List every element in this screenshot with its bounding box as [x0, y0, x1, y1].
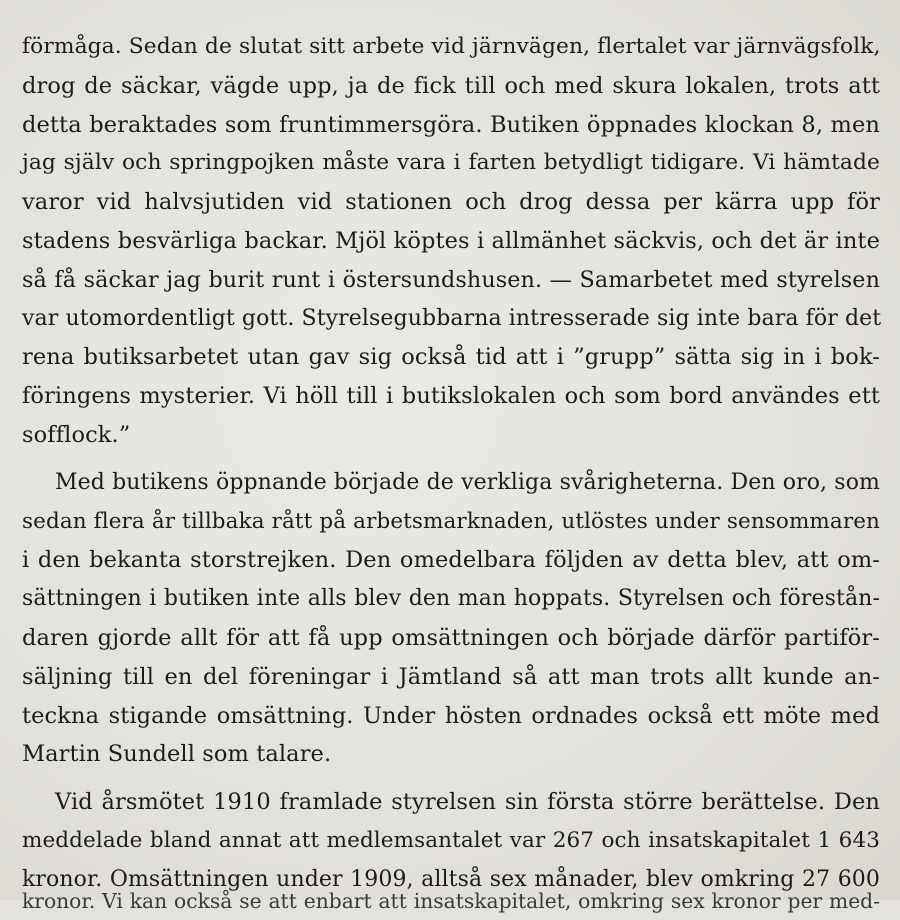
text-line: rena butiksarbetet utan gav sig också tid att i ”grupp” sätta sig in i bok-: [22, 344, 880, 371]
text-line: detta beraktades som fruntimmersgöra. Butiken öppnades klockan 8, men: [22, 111, 880, 138]
text-line: teckna stigande omsättning. Under hösten ordnades också ett möte med: [22, 702, 880, 729]
text-line: daren gjorde allt för att få upp omsättningen och började därför partiför-: [22, 624, 880, 651]
text-line: så få säckar jag burit runt i östersundshusen. — Samarbetet med styrelsen: [22, 266, 880, 293]
text-line: varor vid halvsjutiden vid stationen och drog dessa per kärra upp för: [22, 189, 880, 216]
text-line: jag själv och springpojken måste vara i farten betydligt tidigare. Vi hämtade: [22, 150, 880, 176]
text-line: i den bekanta storstrejken. Den omedelbara följden av detta blev, att om-: [22, 547, 880, 574]
text-line: Med butikens öppnande började de verkliga svårigheterna. Den oro, som: [55, 469, 880, 495]
text-line: Vid årsmötet 1910 framlade styrelsen sin första större berättelse. Den: [55, 789, 880, 816]
text-line: sedan flera år tillbaka rått på arbetsmarknaden, utlöstes under sensommaren: [22, 508, 880, 534]
body-text: [22, 28, 880, 900]
text-line: sättningen i butiken inte alls blev den man hoppats. Styrelsen och förestån-: [22, 586, 880, 612]
text-line: Martin Sundell som talare.: [22, 741, 332, 768]
paragraph-2: [22, 464, 880, 774]
text-line: drog de säckar, vägde upp, ja de fick till och med skura lokalen, trots att: [22, 72, 880, 99]
text-line: sofflock.”: [22, 421, 131, 448]
cut-off-text-line: kronor. Vi kan också se att enbart att insatskapitalet, omkring sex kronor per med-: [22, 889, 880, 913]
text-line: var utomordentligt gott. Styrelsegubbarna intresserade sig inte bara för det: [22, 305, 882, 331]
text-line: stadens besvärliga backar. Mjöl köptes i allmänhet säckvis, och det är inte: [22, 227, 880, 254]
paragraph-1: [22, 28, 880, 455]
paragraph-gap: [22, 774, 880, 783]
text-line: föringens mysterier. Vi höll till i butikslokalen och som bord användes ett: [22, 383, 880, 410]
text-line: meddelade bland annat att medlemsantalet var 267 och insatskapitalet 1 643: [22, 827, 880, 853]
text-line: kronor. Omsättningen under 1909, alltså sex månader, blev omkring 27 600: [22, 866, 880, 892]
text-line: säljning till en del föreningar i Jämtland så att man trots allt kunde an-: [22, 663, 880, 690]
text-line: förmåga. Sedan de slutat sitt arbete vid järnvägen, flertalet var järnvägsfolk,: [22, 34, 881, 59]
paragraph-gap: [22, 455, 880, 464]
